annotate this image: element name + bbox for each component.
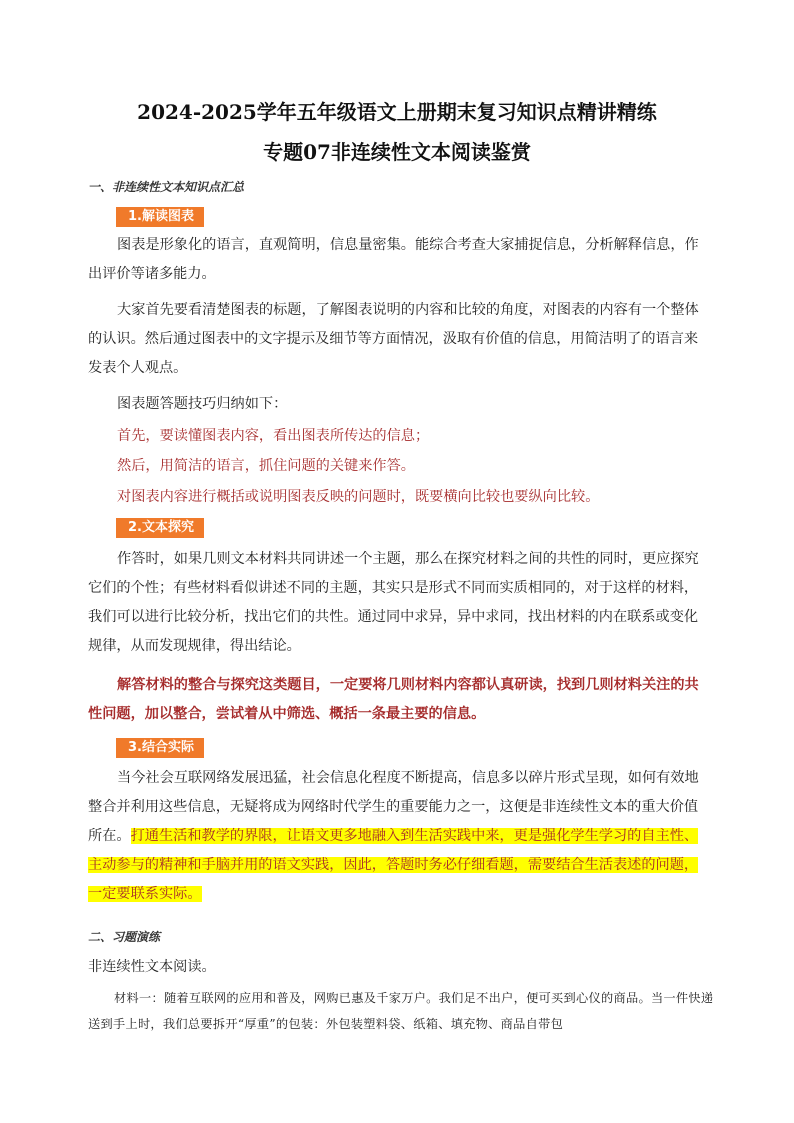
paragraph: 大家首先要看清楚图表的标题，了解图表说明的内容和比较的角度，对图表的内容有一个整体的认识。然后通过图表中的文字提示及细节等方面情况，汲取有价值的信息，用简洁明了的语言来发表个人观点。 <box>88 302 699 376</box>
paragraph: 作答时，如果几则文本材料共同讲述一个主题，那么在探究材料之间的共性的同时，更应探究它们的个性；有些材料看似讲述不同的主题，其实只是形式不同而实质相同的，对于这样的材料，我们可以进行比较分析，找出它们的共性。通过同中求异，异中求同，找出材料的内在联系或变化规律，从而发现规律，得出结论。 <box>88 551 699 654</box>
emphasis-paragraph: 解答材料的整合与探究这类题目，一定要将几则材料内容都认真研读，找到几则材料关注的共性问题，加以整合，尝试着从中筛选、概括一条最主要的信息。 <box>88 677 699 722</box>
document-subtitle: 专题07非连续性文本阅读鉴赏 <box>263 140 531 164</box>
highlighted-text: 打通生活和教学的界限，让语文更多地融入到生活实践中来，更是强化学生学习的自主性、主动参与的精神和手脑并用的语文实践，因此，答题时务必仔细看题，需要结合生活表述的问题，一定要联系实际。 <box>88 828 699 902</box>
exercise-intro: 非连续性文本阅读。 <box>88 959 216 975</box>
tip-line: 然后，用简洁的语言，抓住问题的关键来作答。 <box>117 458 415 474</box>
paragraph-with-highlight <box>88 764 708 909</box>
document-title: 2024-2025学年五年级语文上册期末复习知识点精讲精练 <box>137 100 657 124</box>
section-heading-knowledge: 一、非连续性文本知识点汇总 <box>88 180 245 194</box>
paragraph: 图表题答题技巧归纳如下： <box>117 396 288 412</box>
badge-interpret-charts: 1.解读图表 <box>116 207 204 227</box>
badge-text-exploration: 2.文本探究 <box>116 518 204 538</box>
badge-real-life: 3.结合实际 <box>116 738 204 758</box>
material-text: 材料一：随着互联网的应用和普及，网购已惠及千家万户。我们足不出户，便可买到心仪的商品。当一件快递送到手上时，我们总要拆开“厚重”的包装：外包装塑料袋、纸箱、填充物、商品自带包 <box>88 991 714 1031</box>
section-heading-exercises: 二、习题演练 <box>88 930 161 944</box>
tip-line: 首先，要读懂图表内容，看出图表所传达的信息； <box>117 428 430 444</box>
tip-line: 对图表内容进行概括或说明图表反映的问题时，既要横向比较也要纵向比较。 <box>117 489 600 505</box>
paragraph: 图表是形象化的语言，直观简明，信息量密集。能综合考查大家捕捉信息，分析解释信息，作出评价等诸多能力。 <box>88 237 699 282</box>
plain-text: 当今社会互联网络发展迅猛，社会信息化程度不断提高，信息多以碎片形式呈现，如何有效地整合并利用这些信息，无疑将成为网络时代学生的重要能力之一，这便是非连续性文本的重大价值所在。 <box>88 770 699 844</box>
